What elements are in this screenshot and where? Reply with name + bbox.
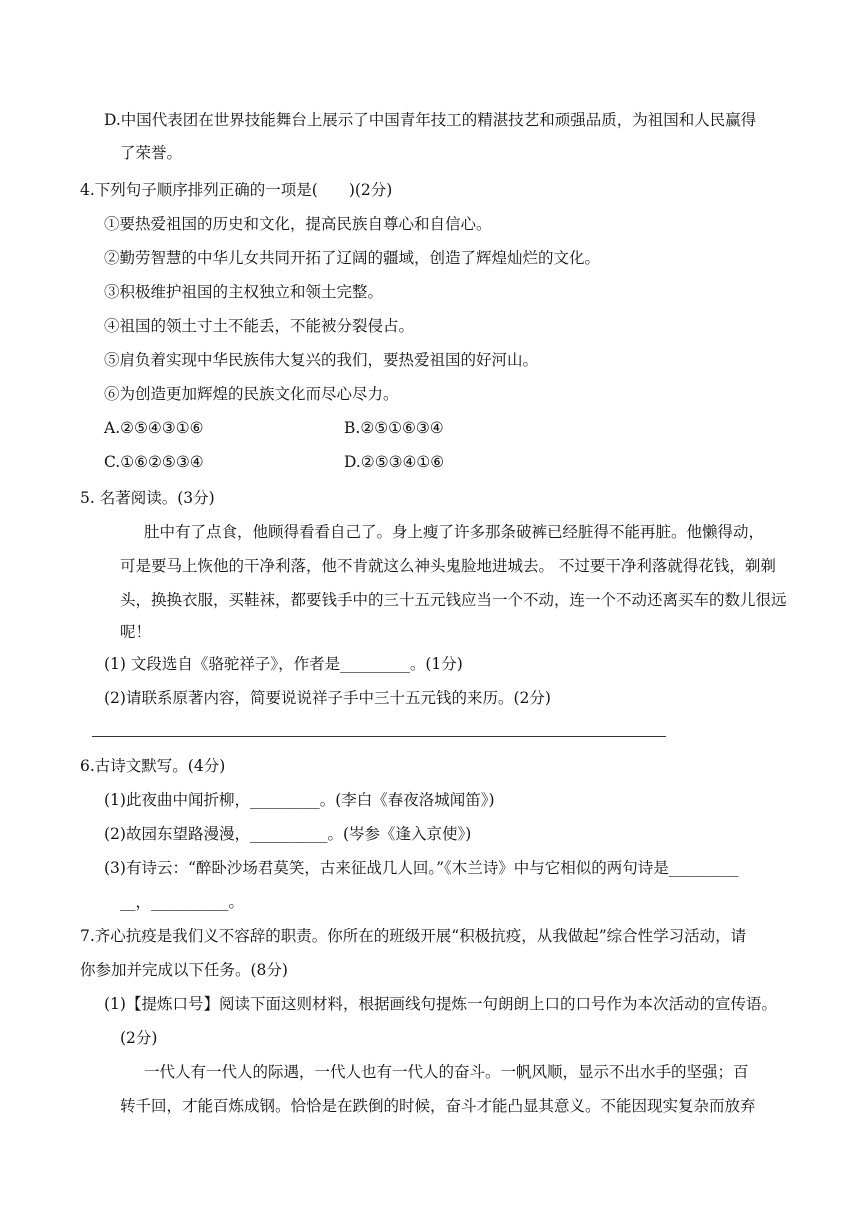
q6-sub1: (1)此夜曲中闻折柳，_________。(李白《春夜洛城闻笛》) [104, 791, 495, 809]
q4-stem: 4.下列句子顺序排列正确的一项是( )(2分) [80, 181, 393, 199]
q5-sub2: (2)请联系原著内容，简要说说祥子手中三十五元钱的来历。(2分) [104, 689, 551, 707]
q4-sentence-3: ③积极维护祖国的主权独立和领土完整。 [104, 283, 384, 301]
q4-sentence-6: ⑥为创造更加辉煌的民族文化而尽心尽力。 [104, 385, 399, 403]
q5-passage-line3: 头，换换衣服，买鞋袜，都要钱手中的三十五元钱应当一个不动，连一个不动还离买车的数儿很远 [120, 591, 787, 609]
q7-material-line1: 一代人有一代人的际遇，一代人也有一代人的奋斗。一帆风顺，显示不出水手的坚强；百 [144, 1063, 749, 1081]
q4-sentence-1: ①要热爱祖国的历史和文化，提高民族自尊心和自信心。 [104, 215, 492, 233]
q7-stem-line2: 你参加并完成以下任务。(8分) [80, 961, 288, 979]
q4-option-b: B.②⑤①⑥③④ [344, 419, 444, 437]
q6-sub2: (2)故园东望路漫漫，__________。(岑参《逢入京使》) [104, 825, 472, 843]
q6-stem: 6.古诗文默写。(4分) [80, 757, 226, 775]
q5-passage-line1: 肚中有了点食，他顾得看看自己了。身上瘦了许多那条破裤已经脏得不能再脏。他懒得动， [144, 523, 765, 541]
q7-sub1-line1: (1)【提炼口号】阅读下面这则材料，根据画线句提炼一句朗朗上口的口号作为本次活动的宣传语。 [104, 995, 777, 1013]
q5-answer-line[interactable] [92, 736, 666, 737]
q3-option-d-line1: D.中国代表团在世界技能舞台上展示了中国青年技工的精湛技艺和顽强品质，为祖国和人民赢得 [104, 111, 757, 129]
q6-sub3-line2: __，__________。 [120, 893, 245, 911]
q7-material-line2: 转千回，才能百炼成钢。恰恰是在跌倒的时候，奋斗才能凸显其意义。不能因现实复杂而放弃 [120, 1097, 756, 1115]
q4-option-a: A.②⑤④③①⑥ [104, 419, 204, 437]
q5-passage-line4: 呢！ [120, 623, 152, 641]
q5-stem: 5. 名著阅读。(3分) [80, 489, 215, 507]
q4-sentence-4: ④祖国的领土寸土不能丢，不能被分裂侵占。 [104, 317, 415, 335]
q4-sentence-2: ②勤劳智慧的中华儿女共同开拓了辽阔的疆域，创造了辉煌灿烂的文化。 [104, 249, 601, 267]
q4-sentence-5: ⑤肩负着实现中华民族伟大复兴的我们，要热爱祖国的好河山。 [104, 351, 539, 369]
q5-sub1: (1) 文段选自《骆驼祥子》，作者是_________。(1分) [104, 655, 463, 673]
q4-option-c: C.①⑥②⑤③④ [104, 453, 204, 471]
q6-sub3-line1: (3)有诗云：“醉卧沙场君莫笑，古来征战几人回。”《木兰诗》中与它相似的两句诗是_________ [104, 859, 739, 877]
q7-sub1-line2: (2分) [120, 1029, 158, 1047]
q7-stem-line1: 7.齐心抗疫是我们义不容辞的职责。你所在的班级开展“积极抗疫，从我做起”综合性学习活动，请 [80, 927, 747, 945]
q5-passage-line2: 可是要马上恢他的干净利落，他不肯就这么神头鬼脸地进城去。 不过要干净利落就得花钱，剃剃 [120, 557, 776, 575]
q3-option-d-line2: 了荣誉。 [120, 144, 183, 162]
q4-option-d: D.②⑤③④①⑥ [344, 453, 445, 471]
